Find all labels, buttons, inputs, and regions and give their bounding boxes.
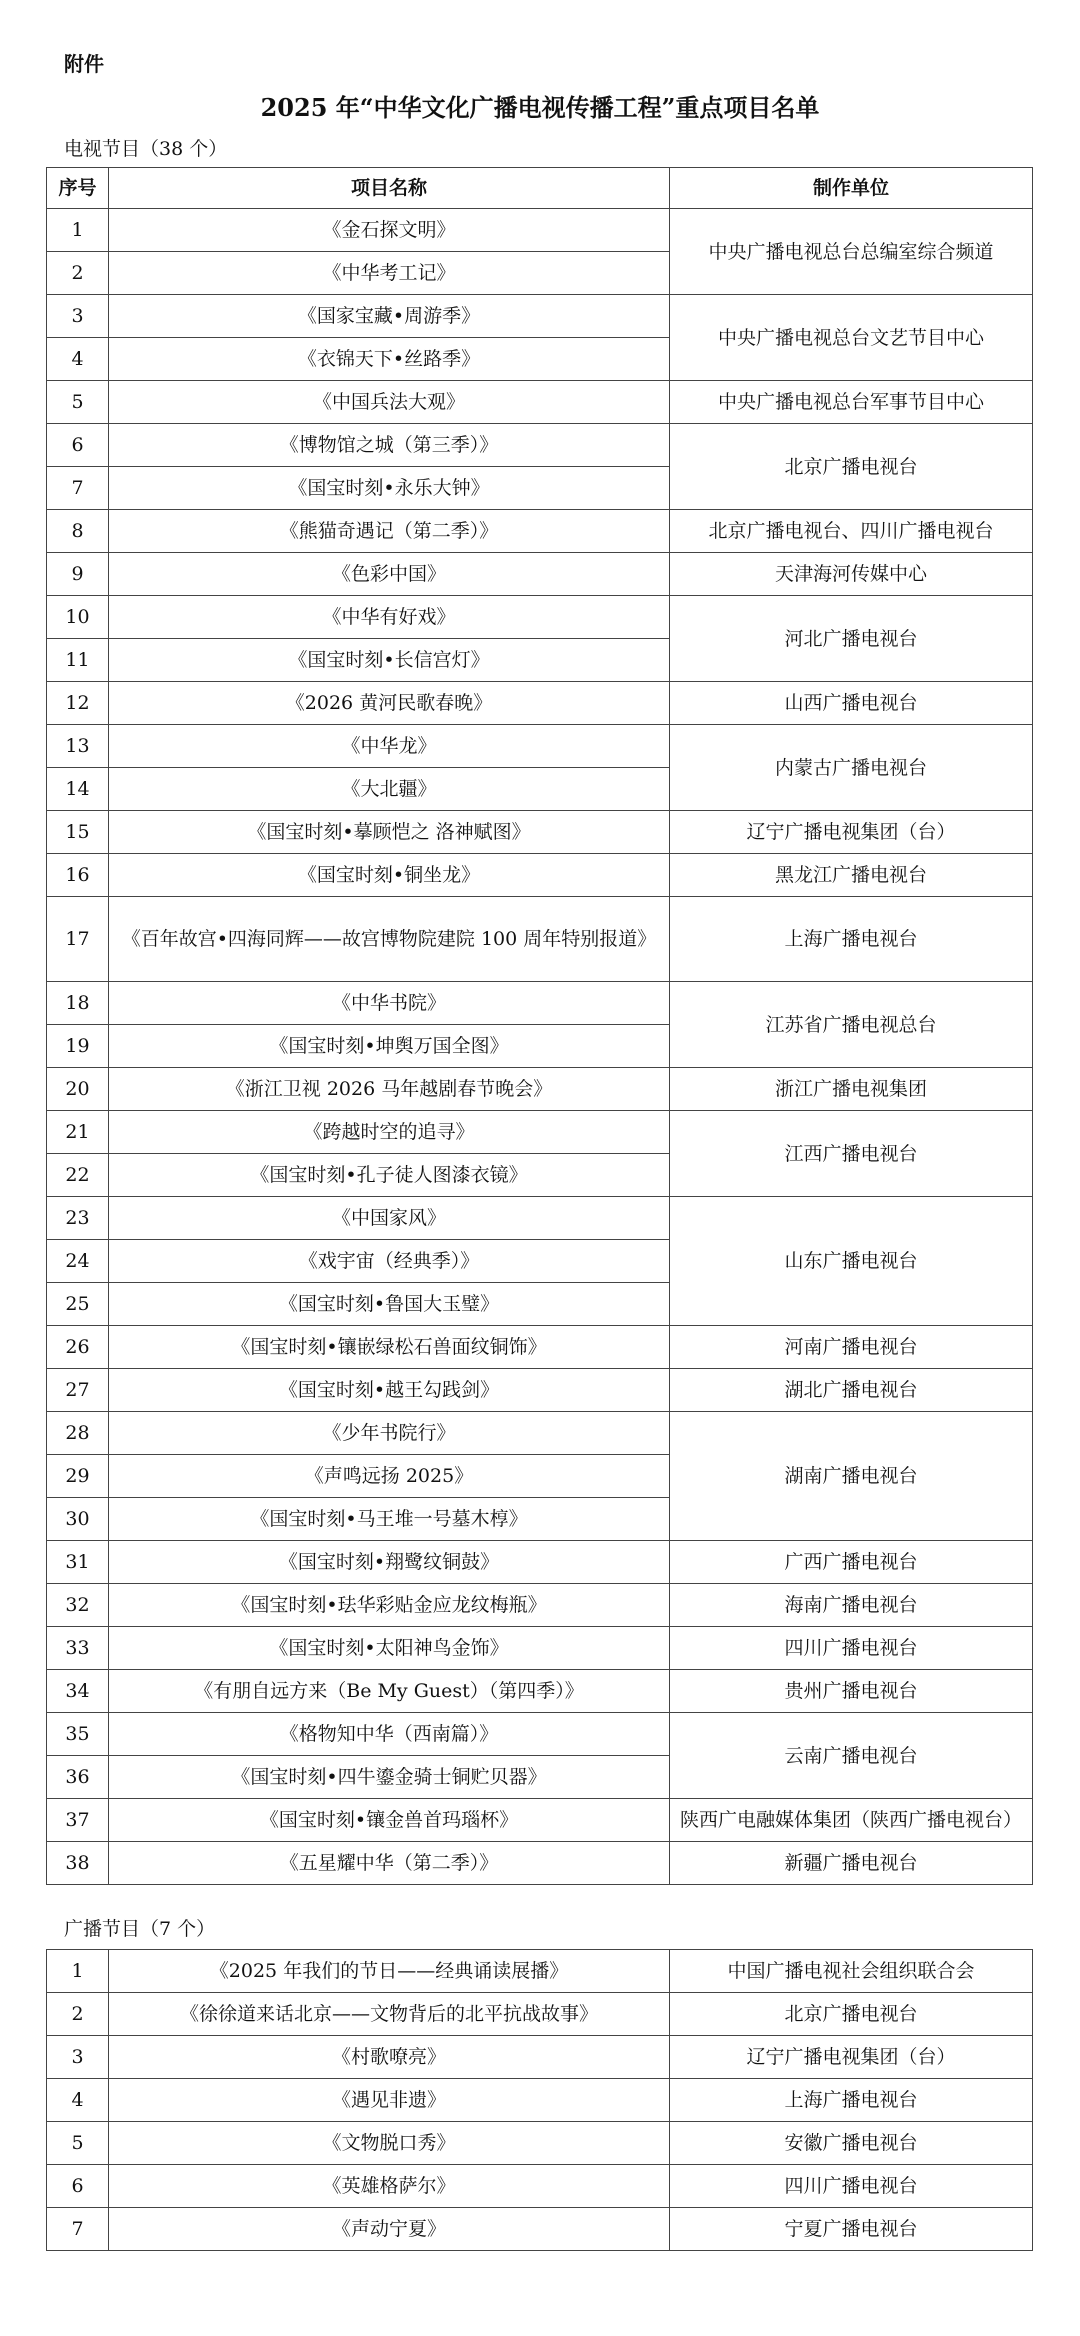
producer-unit: 宁夏广播电视台 — [670, 2208, 1033, 2251]
producer-unit: 湖南广播电视台 — [670, 1412, 1033, 1541]
producer-unit: 山东广播电视台 — [670, 1197, 1033, 1326]
program-name: 《国宝时刻•摹顾恺之 洛神赋图》 — [109, 811, 670, 854]
table-row — [47, 1584, 1033, 1627]
producer-unit: 北京广播电视台 — [670, 1993, 1033, 2036]
row-number: 8 — [47, 510, 109, 553]
row-number: 15 — [47, 811, 109, 854]
producer-unit: 江苏省广播电视总台 — [670, 982, 1033, 1068]
table-row — [47, 510, 1033, 553]
producer-unit: 海南广播电视台 — [670, 1584, 1033, 1627]
row-number: 19 — [47, 1025, 109, 1068]
table-row — [47, 811, 1033, 854]
table-row — [47, 596, 1033, 639]
tv-program-table — [46, 167, 1033, 1885]
table-row — [47, 424, 1033, 467]
producer-unit: 上海广播电视台 — [670, 897, 1033, 982]
program-name: 《徐徐道来话北京——文物背后的北平抗战故事》 — [109, 1993, 670, 2036]
tv-section-label: 电视节目（38 个） — [64, 138, 228, 160]
producer-unit: 云南广播电视台 — [670, 1713, 1033, 1799]
program-name: 《跨越时空的追寻》 — [109, 1111, 670, 1154]
row-number: 38 — [47, 1842, 109, 1885]
table-row — [47, 209, 1033, 252]
row-number: 22 — [47, 1154, 109, 1197]
program-name: 《中华书院》 — [109, 982, 670, 1025]
table-row — [47, 295, 1033, 338]
table-row — [47, 2208, 1033, 2251]
program-name: 《有朋自远方来（Be My Guest）（第四季）》 — [109, 1670, 670, 1713]
program-name: 《声动宁夏》 — [109, 2208, 670, 2251]
row-number: 21 — [47, 1111, 109, 1154]
row-number: 5 — [47, 381, 109, 424]
producer-unit: 辽宁广播电视集团（台） — [670, 2036, 1033, 2079]
row-number: 3 — [47, 2036, 109, 2079]
row-number: 31 — [47, 1541, 109, 1584]
producer-unit: 北京广播电视台 — [670, 424, 1033, 510]
row-number: 33 — [47, 1627, 109, 1670]
row-number: 37 — [47, 1799, 109, 1842]
table-row — [47, 1842, 1033, 1885]
program-name: 《少年书院行》 — [109, 1412, 670, 1455]
table-row — [47, 1670, 1033, 1713]
program-name: 《国宝时刻•坤舆万国全图》 — [109, 1025, 670, 1068]
program-name: 《英雄格萨尔》 — [109, 2165, 670, 2208]
table-row — [47, 1950, 1033, 1993]
row-number: 16 — [47, 854, 109, 897]
table-row — [47, 1627, 1033, 1670]
table-row — [47, 2036, 1033, 2079]
table-row — [47, 1197, 1033, 1240]
producer-unit: 内蒙古广播电视台 — [670, 725, 1033, 811]
program-name: 《声鸣远扬 2025》 — [109, 1455, 670, 1498]
program-name: 《国宝时刻•越王勾践剑》 — [109, 1369, 670, 1412]
producer-unit: 黑龙江广播电视台 — [670, 854, 1033, 897]
program-name: 《格物知中华（西南篇）》 — [109, 1713, 670, 1756]
table-row — [47, 381, 1033, 424]
producer-unit: 浙江广播电视集团 — [670, 1068, 1033, 1111]
row-number: 30 — [47, 1498, 109, 1541]
header-name: 项目名称 — [109, 168, 670, 209]
row-number: 35 — [47, 1713, 109, 1756]
row-number: 17 — [47, 897, 109, 982]
row-number: 14 — [47, 768, 109, 811]
producer-unit: 天津海河传媒中心 — [670, 553, 1033, 596]
producer-unit: 四川广播电视台 — [670, 1627, 1033, 1670]
producer-unit: 贵州广播电视台 — [670, 1670, 1033, 1713]
table-row — [47, 553, 1033, 596]
table-row — [47, 1369, 1033, 1412]
program-name: 《衣锦天下•丝路季》 — [109, 338, 670, 381]
producer-unit: 新疆广播电视台 — [670, 1842, 1033, 1885]
row-number: 11 — [47, 639, 109, 682]
row-number: 4 — [47, 2079, 109, 2122]
program-name: 《国宝时刻•镶金兽首玛瑙杯》 — [109, 1799, 670, 1842]
row-number: 32 — [47, 1584, 109, 1627]
row-number: 25 — [47, 1283, 109, 1326]
producer-unit: 北京广播电视台、四川广播电视台 — [670, 510, 1033, 553]
row-number: 10 — [47, 596, 109, 639]
program-name: 《国宝时刻•镶嵌绿松石兽面纹铜饰》 — [109, 1326, 670, 1369]
program-name: 《百年故宫•四海同辉——故宫博物院建院 100 周年特别报道》 — [109, 897, 670, 982]
program-name: 《国宝时刻•珐华彩贴金应龙纹梅瓶》 — [109, 1584, 670, 1627]
row-number: 9 — [47, 553, 109, 596]
table-row — [47, 682, 1033, 725]
program-name: 《中国兵法大观》 — [109, 381, 670, 424]
producer-unit: 中央广播电视总台文艺节目中心 — [670, 295, 1033, 381]
row-number: 4 — [47, 338, 109, 381]
program-name: 《色彩中国》 — [109, 553, 670, 596]
row-number: 20 — [47, 1068, 109, 1111]
header-no: 序号 — [47, 168, 109, 209]
row-number: 34 — [47, 1670, 109, 1713]
program-name: 《国宝时刻•马王堆一号墓木椁》 — [109, 1498, 670, 1541]
table-row — [47, 1068, 1033, 1111]
producer-unit: 山西广播电视台 — [670, 682, 1033, 725]
table-row — [47, 1412, 1033, 1455]
program-name: 《大北疆》 — [109, 768, 670, 811]
row-number: 18 — [47, 982, 109, 1025]
table-row — [47, 2122, 1033, 2165]
program-name: 《国宝时刻•孔子徒人图漆衣镜》 — [109, 1154, 670, 1197]
attachment-label: 附件 — [64, 52, 104, 76]
table-row — [47, 1993, 1033, 2036]
row-number: 23 — [47, 1197, 109, 1240]
program-name: 《村歌嘹亮》 — [109, 2036, 670, 2079]
row-number: 2 — [47, 1993, 109, 2036]
program-name: 《国宝时刻•鲁国大玉璧》 — [109, 1283, 670, 1326]
row-number: 1 — [47, 1950, 109, 1993]
row-number: 36 — [47, 1756, 109, 1799]
producer-unit: 上海广播电视台 — [670, 2079, 1033, 2122]
table-row — [47, 1111, 1033, 1154]
producer-unit: 河北广播电视台 — [670, 596, 1033, 682]
row-number: 6 — [47, 424, 109, 467]
table-row — [47, 1799, 1033, 1842]
program-name: 《戏宇宙（经典季）》 — [109, 1240, 670, 1283]
program-name: 《浙江卫视 2026 马年越剧春节晚会》 — [109, 1068, 670, 1111]
table-row — [47, 854, 1033, 897]
program-name: 《五星耀中华（第二季）》 — [109, 1842, 670, 1885]
producer-unit: 江西广播电视台 — [670, 1111, 1033, 1197]
program-name: 《国宝时刻•翔鹭纹铜鼓》 — [109, 1541, 670, 1584]
row-number: 3 — [47, 295, 109, 338]
producer-unit: 中国广播电视社会组织联合会 — [670, 1950, 1033, 1993]
program-name: 《遇见非遗》 — [109, 2079, 670, 2122]
row-number: 1 — [47, 209, 109, 252]
program-name: 《中华有好戏》 — [109, 596, 670, 639]
program-name: 《博物馆之城（第三季）》 — [109, 424, 670, 467]
producer-unit: 广西广播电视台 — [670, 1541, 1033, 1584]
table-row — [47, 725, 1033, 768]
table-row — [47, 1713, 1033, 1756]
table-row — [47, 2079, 1033, 2122]
program-name: 《国宝时刻•永乐大钟》 — [109, 467, 670, 510]
page-title: 2025 年“中华文化广播电视传播工程”重点项目名单 — [260, 93, 820, 122]
program-name: 《金石探文明》 — [109, 209, 670, 252]
program-name: 《文物脱口秀》 — [109, 2122, 670, 2165]
producer-unit: 四川广播电视台 — [670, 2165, 1033, 2208]
row-number: 27 — [47, 1369, 109, 1412]
row-number: 29 — [47, 1455, 109, 1498]
radio-section-label: 广播节目（7 个） — [64, 1918, 216, 1940]
producer-unit: 中央广播电视总台军事节目中心 — [670, 381, 1033, 424]
program-name: 《国宝时刻•长信宫灯》 — [109, 639, 670, 682]
program-name: 《国宝时刻•四牛鎏金骑士铜贮贝器》 — [109, 1756, 670, 1799]
producer-unit: 陕西广电融媒体集团（陕西广播电视台） — [670, 1799, 1033, 1842]
program-name: 《国宝时刻•太阳神鸟金饰》 — [109, 1627, 670, 1670]
row-number: 6 — [47, 2165, 109, 2208]
row-number: 7 — [47, 2208, 109, 2251]
row-number: 24 — [47, 1240, 109, 1283]
producer-unit: 中央广播电视总台总编室综合频道 — [670, 209, 1033, 295]
table-row — [47, 2165, 1033, 2208]
program-name: 《中华考工记》 — [109, 252, 670, 295]
row-number: 13 — [47, 725, 109, 768]
program-name: 《2026 黄河民歌春晚》 — [109, 682, 670, 725]
table-row — [47, 1326, 1033, 1369]
producer-unit: 辽宁广播电视集团（台） — [670, 811, 1033, 854]
row-number: 28 — [47, 1412, 109, 1455]
program-name: 《中华龙》 — [109, 725, 670, 768]
table-header-row — [47, 168, 1033, 209]
program-name: 《国宝时刻•铜坐龙》 — [109, 854, 670, 897]
row-number: 7 — [47, 467, 109, 510]
program-name: 《熊猫奇遇记（第二季）》 — [109, 510, 670, 553]
row-number: 2 — [47, 252, 109, 295]
header-unit: 制作单位 — [670, 168, 1033, 209]
producer-unit: 安徽广播电视台 — [670, 2122, 1033, 2165]
producer-unit: 湖北广播电视台 — [670, 1369, 1033, 1412]
program-name: 《中国家风》 — [109, 1197, 670, 1240]
program-name: 《2025 年我们的节日——经典诵读展播》 — [109, 1950, 670, 1993]
table-row — [47, 982, 1033, 1025]
row-number: 12 — [47, 682, 109, 725]
table-row — [47, 897, 1033, 982]
row-number: 26 — [47, 1326, 109, 1369]
producer-unit: 河南广播电视台 — [670, 1326, 1033, 1369]
program-name: 《国家宝藏•周游季》 — [109, 295, 670, 338]
row-number: 5 — [47, 2122, 109, 2165]
table-row — [47, 1541, 1033, 1584]
radio-program-table — [46, 1949, 1033, 2251]
